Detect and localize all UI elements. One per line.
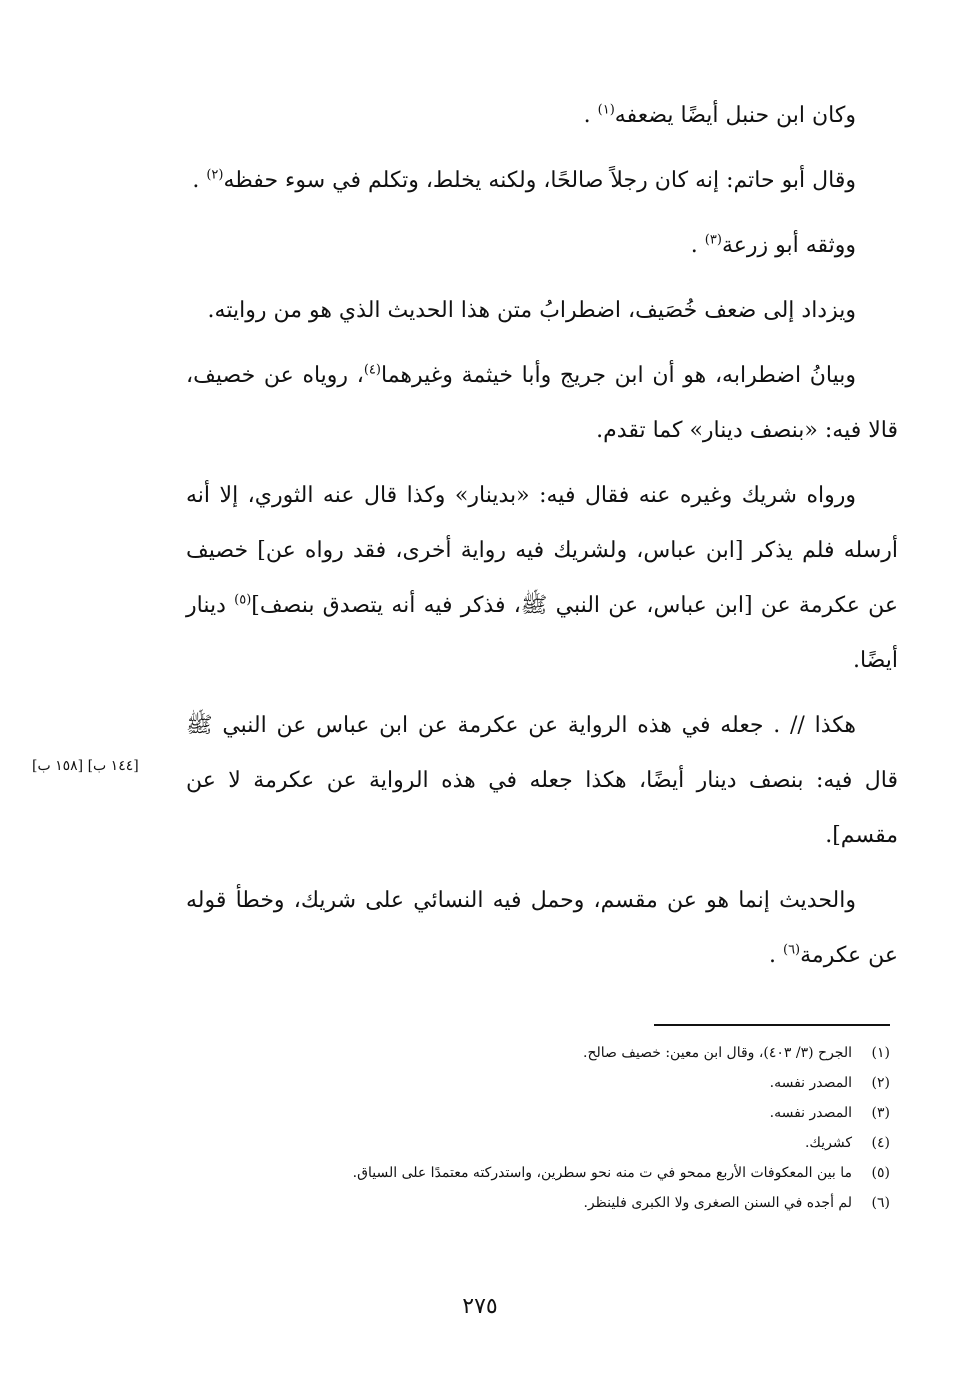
paragraph-text: وكان ابن حنبل أيضًا يضعفه — [614, 103, 856, 128]
paragraph-text: هكذا // . جعله في هذه الرواية عن عكرمة عن ابن عباس عن النبي ﷺ قال فيه: بنصف دينار أيضًا، هكذا جعله في هذه الرواية عن عكرمة لا عن مقسم]. — [186, 713, 898, 848]
footnote-3 — [250, 1098, 890, 1128]
footnote-text: لم أجده في السنن الصغرى ولا الكبرى فلينظر. — [583, 1195, 852, 1211]
paragraph-7 — [186, 698, 898, 863]
main-text — [186, 88, 898, 993]
footnote-text: الجرح (٣/ ٤٠٣)، وقال ابن معين: خصيف صالح. — [583, 1045, 852, 1061]
footnote-number: (٢) — [871, 1075, 890, 1091]
paragraph-5 — [186, 348, 898, 458]
footnote-marker: (٦) — [782, 942, 801, 958]
footnote-marker: (٥) — [234, 592, 252, 608]
footnote-marker: (١) — [597, 102, 615, 118]
footnotes — [250, 1038, 890, 1218]
footnote-separator — [654, 1024, 890, 1026]
footnote-number: (٣) — [871, 1105, 890, 1121]
paragraph-text: وقال أبو حاتم: إنه كان رجلاً صالحًا، ولكنه يخلط، وتكلم في سوء حفظه — [223, 168, 856, 193]
paragraph-4 — [186, 283, 898, 338]
paragraph-text: ورواه شريك وغيره عنه فقال فيه: «بدينار» وكذا قال عنه الثوري، إلا أنه أرسله فلم يذكر [ابن عباس، ولشريك فيه رواية أخرى، فقد رواه عن] خصيف عن عكرمة عن [ابن عباس، عن النبي ﷺ، فذكر فيه أنه يتصدق بنصف] — [186, 483, 898, 618]
paragraph-tail: ، روياه عن خصيف، قالا فيه: «بنصف دينار» كما تقدم. — [186, 363, 898, 443]
footnote-2 — [250, 1068, 890, 1098]
footnote-text: كشريك. — [804, 1135, 852, 1151]
footnote-marker: (٤) — [363, 362, 381, 378]
footnote-marker: (٣) — [704, 232, 722, 248]
footnote-number: (٤) — [871, 1135, 890, 1151]
footnote-4 — [250, 1128, 890, 1158]
paragraph-text: وبيانُ اضطرابه، هو أن ابن جريج وأبا خيثمة وغيرهما — [380, 363, 857, 388]
footnote-number: (١) — [871, 1045, 890, 1061]
footnote-6 — [250, 1188, 890, 1218]
paragraph-tail: . — [768, 943, 783, 968]
paragraph-2 — [186, 153, 898, 208]
paragraph-1 — [186, 88, 898, 143]
paragraph-text: ووثقه أبو زرعة — [721, 233, 856, 258]
paragraph-tail: . — [690, 233, 705, 258]
footnote-5 — [250, 1158, 890, 1188]
footnote-marker: (٢) — [206, 167, 224, 183]
paragraph-tail: . — [192, 168, 207, 193]
footnote-1 — [250, 1038, 890, 1068]
page-number: ٢٧٥ — [462, 1294, 498, 1319]
footnote-number: (٦) — [871, 1195, 890, 1211]
footnote-text: المصدر نفسه. — [769, 1075, 852, 1091]
paragraph-tail: . — [583, 103, 598, 128]
paragraph-6 — [186, 468, 898, 688]
footnote-text: المصدر نفسه. — [769, 1105, 852, 1121]
footnote-number: (٥) — [871, 1165, 890, 1181]
paragraph-text: ويزداد إلى ضعف خُصَيف، اضطرابُ متن هذا الحديث الذي هو من روايته. — [207, 298, 856, 323]
paragraph-3 — [186, 218, 898, 273]
paragraph-text: والحديث إنما هو عن مقسم، وحمل فيه النسائي على شريك، وخطأ قوله عن عكرمة — [186, 888, 898, 968]
paragraph-8 — [186, 873, 898, 983]
footnote-text: ما بين المعكوفات الأربع ممحو في ت منه نحو سطرين، واستدركته معتمدًا على السياق. — [352, 1165, 852, 1181]
paragraph-tail: دينار أيضًا. — [186, 593, 898, 673]
manuscript-folio-reference: [١٤٤ ب] [١٥٨ ب] — [32, 758, 139, 774]
